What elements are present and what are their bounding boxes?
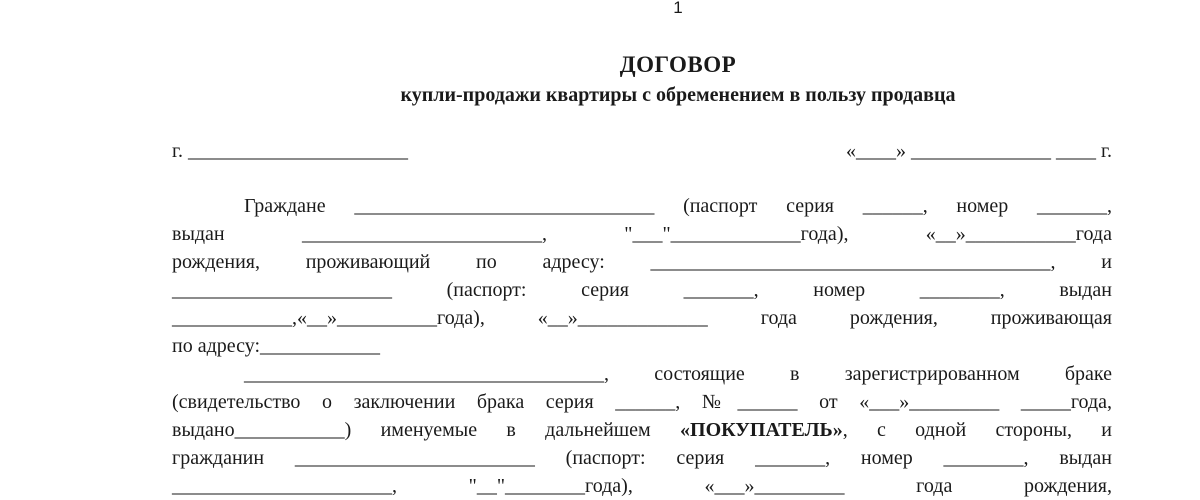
text-line: ____________,«__»__________года), «__»_____________ года рождения, проживающая (172, 307, 1112, 329)
text-line: ____________________________________, состоящие в зарегистрированном браке (244, 363, 1112, 385)
text-segment: , с одной стороны, и (842, 419, 1112, 441)
city-field: г. ______________________ (172, 140, 408, 162)
text-line: ______________________, "__"________года), «___»_________ года рождения, (172, 475, 1112, 497)
text-line: выдан ________________________, "___"_____________года), «__»___________года (172, 223, 1112, 245)
text-line: (свидетельство о заключении брака серия ______, №______ от «___»_________ _____года, (172, 391, 1112, 413)
text-line: Граждане ______________________________ (паспорт серия ______, номер _______, (244, 195, 1112, 217)
text-line: гражданин ________________________ (паспорт: серия _______, номер ________, выдан (172, 447, 1112, 469)
text-line: рождения, проживающий по адресу: ________________________________________, и (172, 251, 1112, 273)
text-line: по адресу:____________ (172, 335, 381, 357)
buyer-label: «ПОКУПАТЕЛЬ» (680, 419, 843, 441)
document-subtitle: купли-продажи квартиры с обременением в пользу продавца (400, 84, 956, 106)
date-field: «____» ______________ ____ г. (846, 140, 1112, 162)
page-number: 1 (673, 0, 683, 17)
document-title: ДОГОВОР (619, 52, 737, 77)
text-segment: выдано___________) именуемые в дальнейшем (172, 419, 681, 441)
text-line: ______________________ (паспорт: серия _______, номер ________, выдан (172, 279, 1112, 301)
parties-paragraph-2 (172, 360, 1112, 500)
parties-paragraph-1 (172, 192, 1112, 360)
text-line-buyer (172, 416, 1112, 444)
